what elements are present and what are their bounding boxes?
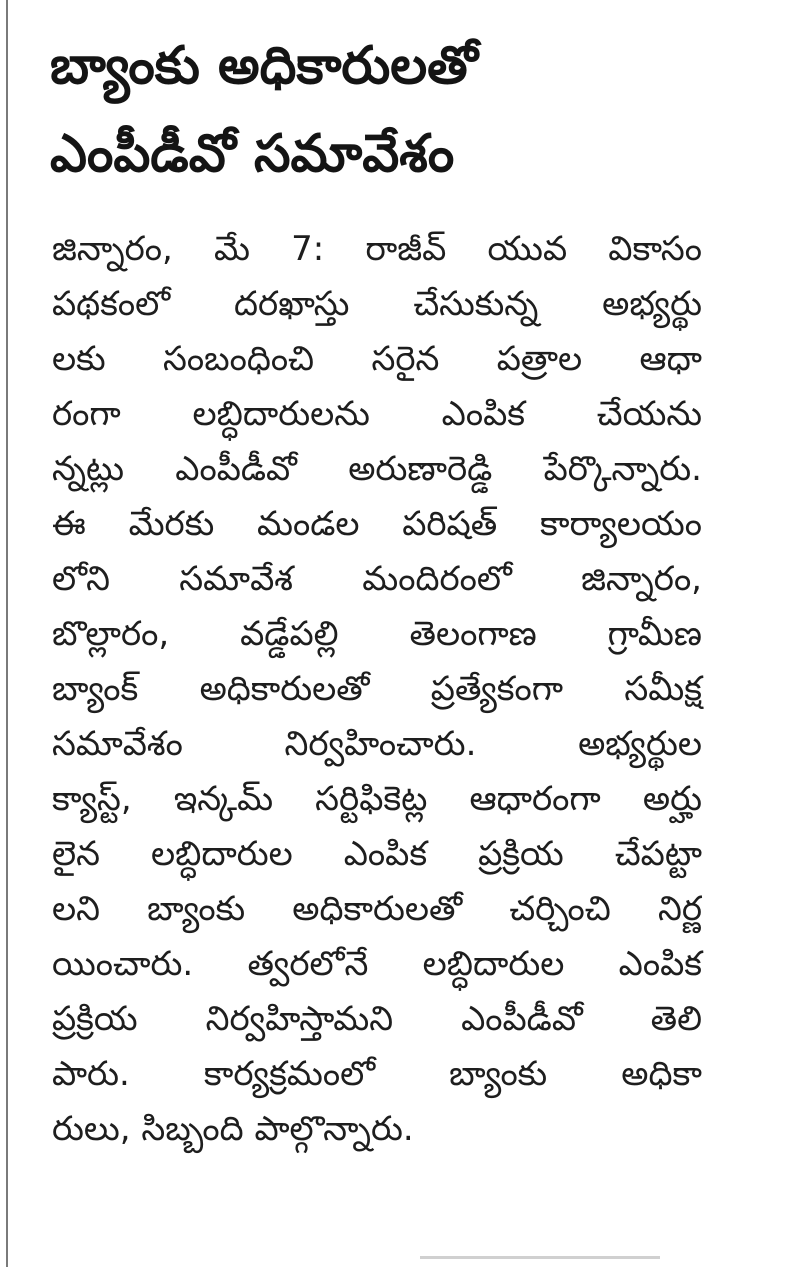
body-line: యించారు. త్వరలోనే లబ్ధిదారుల ఎంపిక — [52, 944, 702, 984]
body-line: జిన్నారం, మే 7: రాజీవ్ యువ వికాసం — [52, 229, 702, 269]
body-line: రంగా లబ్ధిదారులను ఎంపిక చేయను — [52, 394, 702, 434]
body-line: న్నట్లు ఎంపీడీవో అరుణారెడ్డి పేర్కొన్నారు. — [52, 449, 702, 489]
body-line: పథకంలో దరఖాస్తు చేసుకున్న అభ్యర్థు — [52, 284, 702, 324]
body-line: ఈ మేరకు మండల పరిషత్ కార్యాలయం — [52, 504, 702, 544]
body-line: లోని సమావేశ మందిరంలో జిన్నారం, — [52, 559, 702, 599]
body-line: పారు. కార్యక్రమంలో బ్యాంకు అధికా — [52, 1054, 702, 1094]
headline-line: బ్యాంకు అధికారులతో — [50, 36, 478, 96]
article-body — [52, 222, 702, 1157]
headline-line: ఎంపీడీవో సమావేశం — [50, 124, 455, 184]
headline — [50, 22, 770, 198]
body-line: రులు, సిబ్బంది పాల్గొన్నారు. — [52, 1109, 414, 1149]
column-divider — [6, 0, 8, 1267]
body-line: సమావేశం నిర్వహించారు. అభ్యర్థుల — [52, 724, 702, 764]
body-line: లకు సంబంధించి సరైన పత్రాల ఆధా — [52, 339, 702, 379]
body-line: బొల్లారం, వడ్డేపల్లి తెలంగాణ గ్రామీణ — [52, 614, 702, 654]
body-line: బ్యాంక్ అధికారులతో ప్రత్యేకంగా సమీక్ష — [52, 669, 702, 709]
body-line: క్యాస్ట్, ఇన్కమ్ సర్టిఫికెట్ల ఆధారంగా అర్హు — [52, 779, 702, 819]
body-line: లని బ్యాంకు అధికారులతో చర్చించి నిర్ణ — [52, 889, 702, 929]
bottom-divider — [420, 1256, 660, 1259]
body-line: ప్రక్రియ నిర్వహిస్తామని ఎంపీడీవో తెలి — [52, 999, 702, 1039]
body-line: లైన లబ్ధిదారుల ఎంపిక ప్రక్రియ చేపట్టా — [52, 834, 702, 874]
